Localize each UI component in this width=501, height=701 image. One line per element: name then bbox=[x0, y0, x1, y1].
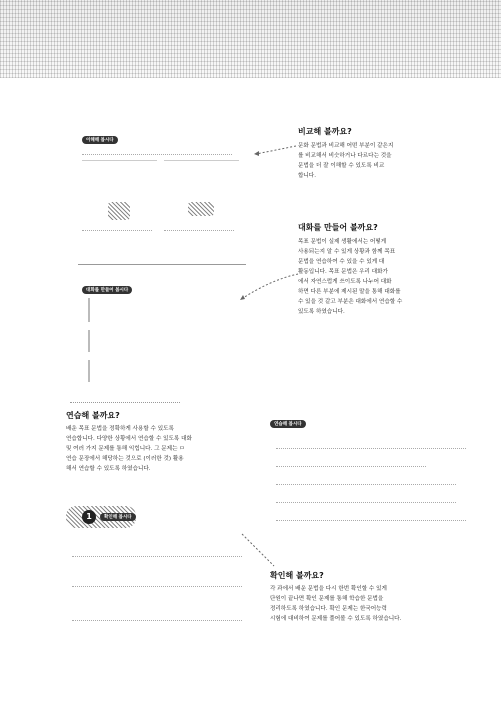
sample-column-left bbox=[82, 160, 157, 181]
confirm-line: 정리하도록 하였습니다. 확인 문제는 한국어능력 bbox=[270, 606, 387, 612]
sample-example-right bbox=[164, 230, 234, 255]
confirm-item-1 bbox=[72, 536, 242, 557]
compare-line: 문법을 더 잘 이해할 수 있도록 비교 bbox=[298, 163, 385, 169]
practice-line: 해서 연습할 수 있도록 하였습니다. bbox=[66, 466, 151, 472]
dialogue-line: 에서 자연스럽게 쓰이도록 나누어 대화 bbox=[298, 279, 392, 285]
tag-confirm: 확인해 봅시다 bbox=[100, 513, 136, 521]
section-dialogue bbox=[298, 222, 476, 317]
section-practice bbox=[66, 410, 246, 474]
dialogue-line: 목표 문법이 실제 생활에서는 어떻게 bbox=[298, 239, 387, 245]
compare-body bbox=[298, 141, 476, 181]
divider-line bbox=[70, 402, 180, 403]
practice-item-1 bbox=[276, 434, 466, 449]
confirm-line: 단원이 끝나면 확인 문제를 통해 학습한 문법을 bbox=[270, 596, 384, 602]
dialogue-body bbox=[298, 237, 476, 317]
sample-example-left bbox=[82, 230, 152, 255]
confirm-item-3 bbox=[72, 594, 242, 621]
sample-page-confirm bbox=[66, 506, 254, 628]
connector-arrow-compare bbox=[248, 140, 298, 160]
illustration-right bbox=[188, 202, 214, 216]
practice-line: 배운 목표 문법을 정확하게 사용할 수 있도록 bbox=[66, 426, 174, 432]
sample-page-grammar bbox=[78, 136, 246, 286]
dialogue-title: 대화를 만들어 볼까요? bbox=[298, 223, 378, 232]
dialogue-line: 있도록 하였습니다. bbox=[298, 309, 345, 315]
sample-page-practice bbox=[270, 420, 478, 532]
practice-line: 연습 문장에서 해당하는 것으로 (이러한 것) 활용 bbox=[66, 456, 184, 462]
tag-understand: 이해해 봅시다 bbox=[82, 136, 118, 144]
dialogue-lines-3 bbox=[88, 360, 240, 382]
section-compare bbox=[298, 126, 476, 181]
practice-line: 및 여러 가지 문제를 통해 익힙니다. 그 문제는 ㅁ bbox=[66, 446, 185, 452]
dialogue-line: 활동입니다. 목표 문법은 우리 대화가 bbox=[298, 269, 388, 275]
scanned-header-texture bbox=[0, 0, 501, 78]
confirm-item-2 bbox=[72, 564, 242, 587]
practice-body bbox=[66, 424, 246, 474]
compare-line: 를 비교해서 비슷하거나 다르다는 것을 bbox=[298, 153, 392, 159]
confirm-line: 시험에 대비하여 문제를 풀어볼 수 있도록 하였습니다. bbox=[270, 616, 402, 622]
dialogue-line: 하면 다른 부분에 제시된 말을 통해 대화를 bbox=[298, 289, 401, 295]
confirm-body bbox=[270, 584, 480, 624]
dialogue-lines-2 bbox=[88, 330, 240, 352]
sample-divider bbox=[78, 264, 246, 266]
chapter-number-badge: 1 bbox=[82, 510, 96, 524]
practice-line: 연습합니다. 다양한 상황에서 연습할 수 있도록 대화 bbox=[66, 436, 192, 442]
connector-arrow-dialogue bbox=[230, 270, 300, 310]
confirm-line: 각 과에서 배운 문법을 다시 한번 확인할 수 있게 bbox=[270, 586, 387, 592]
dialogue-line: 수 있을 것 같고 부분은 대화에서 연습할 수 bbox=[298, 299, 403, 305]
dialogue-lines-1 bbox=[88, 298, 230, 322]
compare-title: 비교해 볼까요? bbox=[298, 127, 352, 136]
compare-line: 합니다. bbox=[298, 173, 316, 179]
tag-practice: 연습해 봅시다 bbox=[270, 420, 306, 428]
tag-dialogue: 대화를 만들어 봅시다 bbox=[82, 286, 132, 294]
dialogue-line: 사용되는지 알 수 있게 상황과 함께 목표 bbox=[298, 249, 396, 255]
sample-column-right bbox=[164, 160, 239, 181]
sample-intro-lines bbox=[82, 146, 232, 155]
practice-item-2 bbox=[276, 456, 426, 467]
practice-item-5 bbox=[276, 510, 466, 521]
section-confirm bbox=[270, 570, 480, 624]
practice-item-3 bbox=[276, 474, 456, 485]
practice-item-4 bbox=[276, 492, 456, 503]
connector-arrow-confirm bbox=[238, 530, 278, 570]
practice-title: 연습해 볼까요? bbox=[66, 411, 120, 420]
illustration-left bbox=[108, 202, 130, 220]
dialogue-line: 문법을 연습하여 수 있을 수 있게 대 bbox=[298, 259, 385, 265]
confirm-title: 확인해 볼까요? bbox=[270, 571, 324, 580]
compare-line: 문화 문법과 비교해 어떤 부분이 같은지 bbox=[298, 143, 394, 149]
sample-page-dialogue bbox=[78, 286, 246, 386]
